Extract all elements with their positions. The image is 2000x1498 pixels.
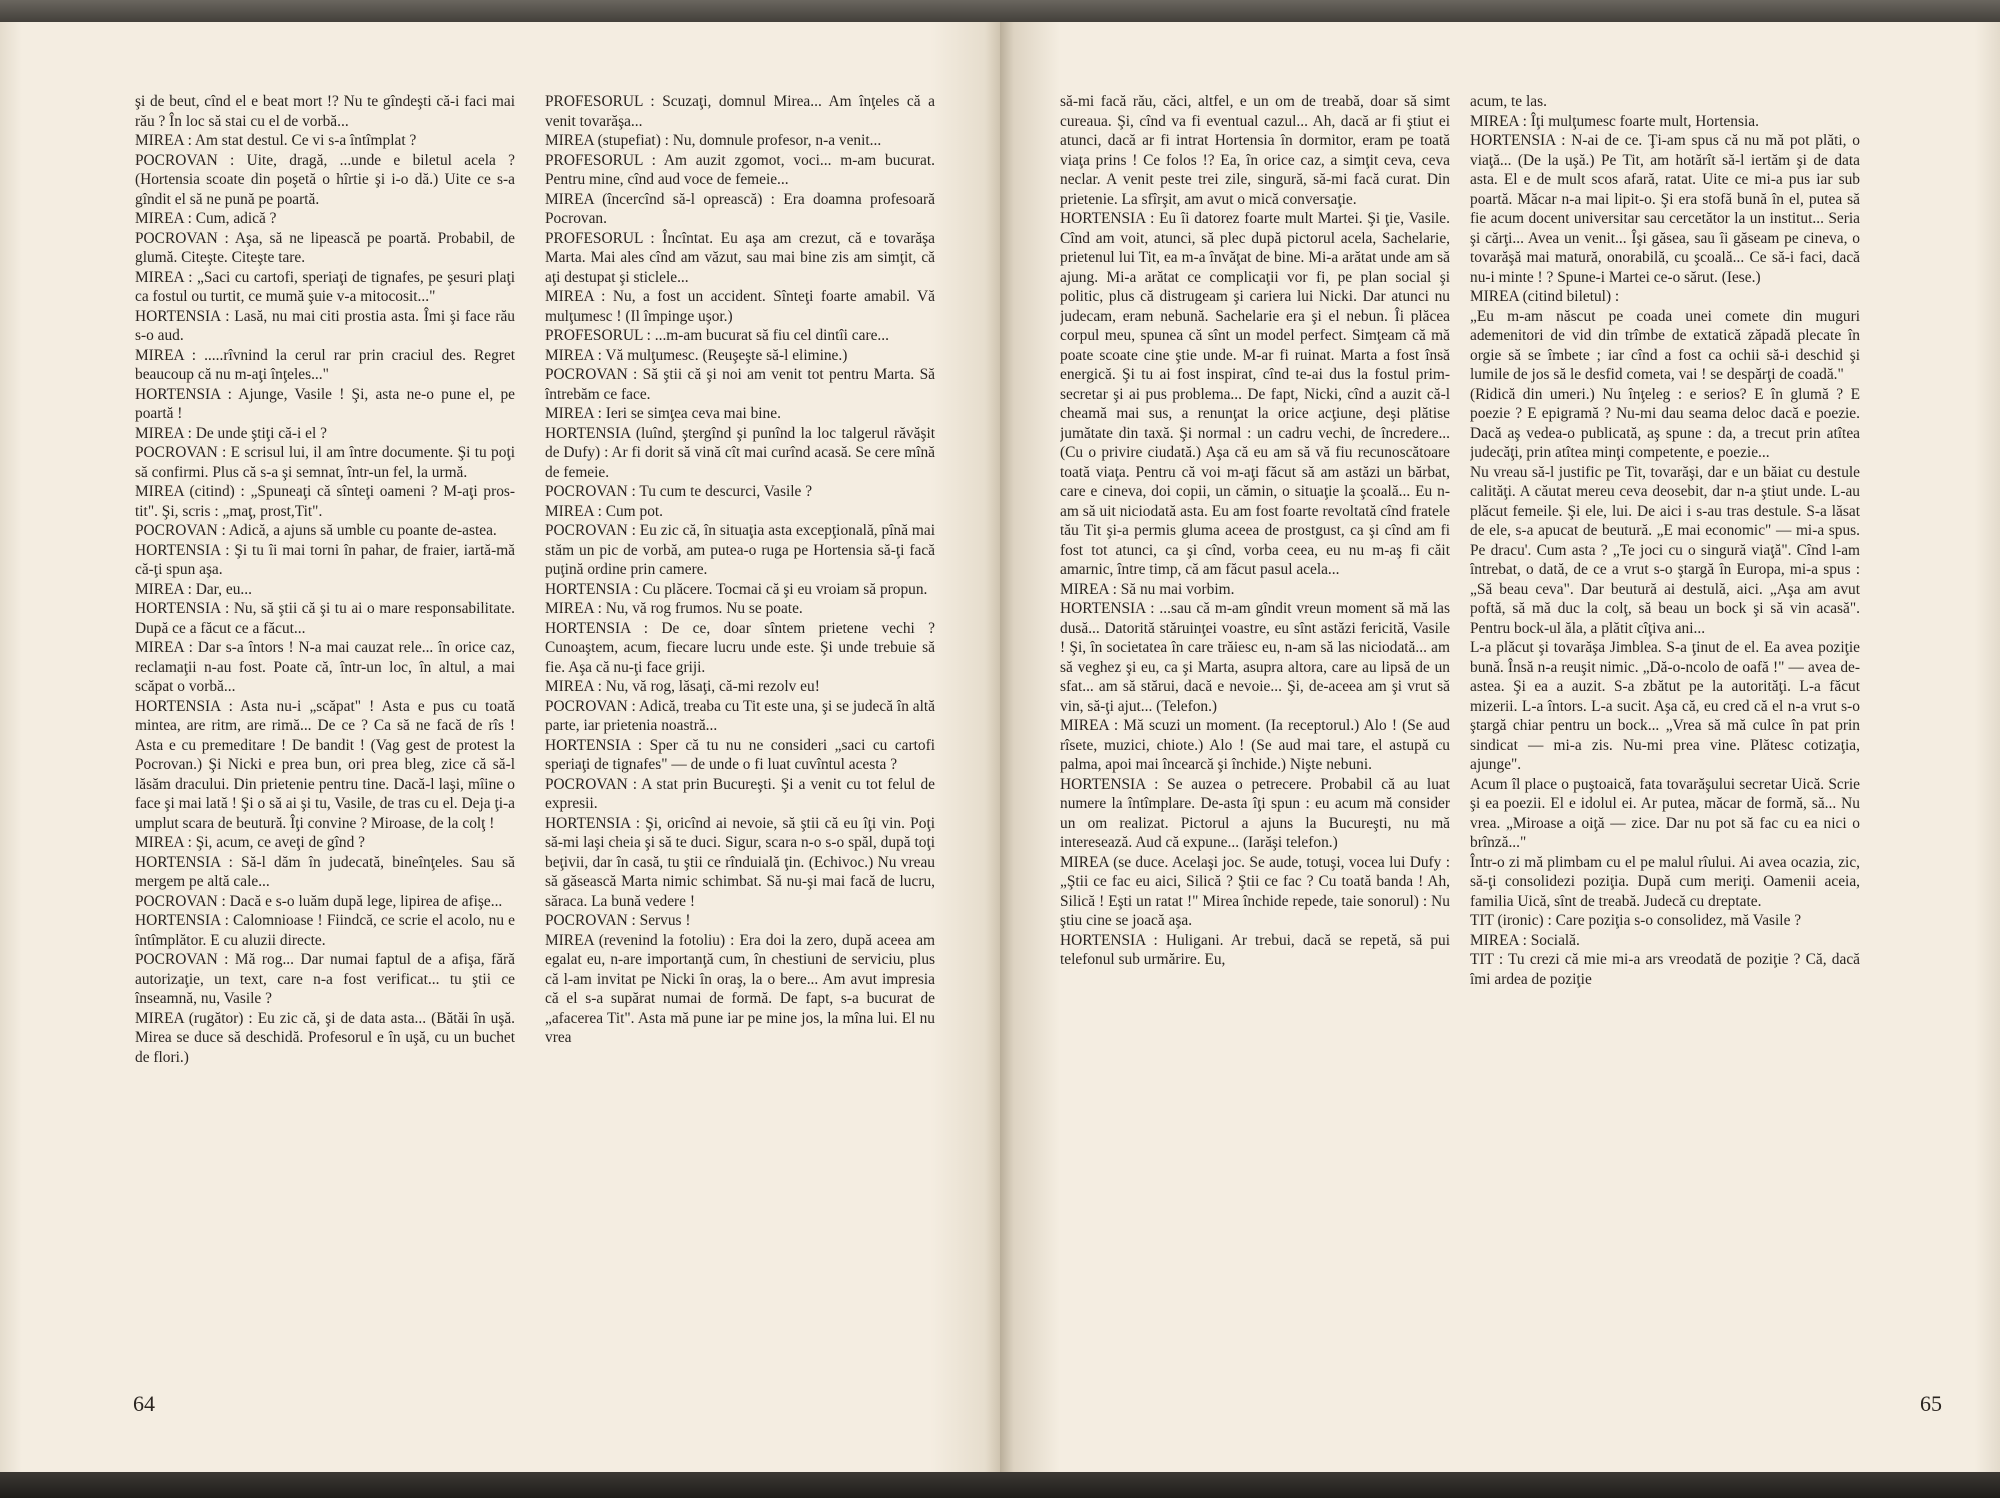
paragraph: PROFESORUL : Am auzit zgomot, voci... m-am bucurat. Pentru mine, cînd aud voce de femeie... <box>545 151 935 188</box>
paragraph: să-mi facă rău, căci, altfel, e un om de treabă, doar să simt cureaua. Şi, cînd va fi eventual cazul... Ah, dacă ar fi ştiut ei atunci, dacă ar fi intrat Hortensia în dormitor, eram pe toată viaţa prins ! Ce folos !? Ea, în orice caz, a simţit ceva, ceva neclar. A venit peste trei zile, singură, să-mi facă curat. Din prietenie. La sfîrşit, am avut o mică conversaţie. <box>1060 93 1450 208</box>
paragraph: (Ridică din umeri.) Nu înţeleg : e serios? E în glumă ? E poezie ? E epigramă ? Nu-mi dau seama deloc dacă e poezie. Dacă aş vedea-o publicată, aş spune : da, a trecut prin atîtea judecăţi, prin atîtea minţi competente, e poezie... <box>1470 385 1860 461</box>
paragraph: MIREA : Cum pot. <box>545 502 664 520</box>
paragraph: POCROVAN : E scrisul lui, il am între documente. Şi tu poţi să confirmi. Plus că s-a şi semnat, într-un fel, la urmă. <box>135 444 515 481</box>
left-page-column-2 <box>545 92 935 1372</box>
paragraph: MIREA : „Saci cu cartofi, speriaţi de tignafes, pe şesuri plaţi ca fostul ou turtit, ce mumă şuie v-a mitocosit..." <box>135 268 515 305</box>
paragraph: POCROVAN : Aşa, să ne lipească pe poartă. Probabil, de glumă. Citeşte. Citeşte tare. <box>135 229 515 266</box>
paragraph: HORTENSIA : De ce, doar sîntem prietene vechi ? Cunoaştem, acum, fiecare lucru unde este. Şi unde trebuie să fie. Aşa că nu-ţi face griji. <box>545 619 935 676</box>
paragraph: POCROVAN : Să ştii că şi noi am venit tot pentru Marta. Să întrebăm ce face. <box>545 366 935 403</box>
paragraph: L-a plăcut şi tovarăşa Jimblea. S-a ţinut de el. Ea avea poziţie bună. Însă n-a reuşit nimic. „Dă-o-ncolo de oafă !" — avea de-astea. Şi ea a auzit. S-a zbătut pe la autorităţi. L-a făcut mizerii. L-a întors. L-a sucit. Aşa că, eu cred că el n-a vrut s-o ştargă chiar pentru un bock... „Vrea să mă culce în pat prin sindicat — mi-a zis. Nu-mi prea vine. Plătesc cotizaţia, ajunge". <box>1470 639 1860 773</box>
paragraph: MIREA : Socială. <box>1470 931 1580 949</box>
paragraph: HORTENSIA : Se auzea o petrecere. Probabil că au luat numere la întîmplare. De-asta îţi spun : eu acum mă consider un om realizat. Pictorul a ajuns la Bucureşti, nu mă interesează. Aud că expune... (Iarăşi telefon.) <box>1060 775 1450 851</box>
paragraph: MIREA : Am stat destul. Ce vi s-a întîmplat ? <box>135 132 417 149</box>
paragraph: HORTENSIA : Şi, oricînd ai nevoie, să ştii că eu îţi vin. Poţi să-mi laşi cheia şi să te duci. Sigur, scara n-o s-o spăl, după toţi beţivii, dar în casă, tu ştii ce rînduială ţin. (Echivoc.) Nu vreau să găsească Marta nimic schimbat. Să nu-şi mai facă de lucru, săraca. La bună vedere ! <box>545 814 935 910</box>
paragraph: MIREA : Şi, acum, ce aveţi de gînd ? <box>135 834 365 851</box>
paragraph: HORTENSIA : Nu, să ştii că şi tu ai o mare responsabilitate. După ce a făcut ce a făcut... <box>135 600 515 637</box>
paragraph: MIREA (citind) : „Spuneaţi că sînteţi oameni ? M-aţi pros-tit". Şi, scris : „maţ, prost,Tit". <box>135 483 515 520</box>
scan-bottom-edge <box>0 1472 2000 1498</box>
paragraph: MIREA : Cum, adică ? <box>135 210 277 227</box>
paragraph: MIREA : Să nu mai vorbim. <box>1060 580 1235 598</box>
paragraph: POCROVAN : Mă rog... Dar numai faptul de a afişa, fără autorizaţie, un text, care n-a fost verificat... tu ştii ce înseamnă, nu, Vasile ? <box>135 951 515 1007</box>
right-page-column-2 <box>1470 92 1860 1372</box>
paragraph: HORTENSIA : Ajunge, Vasile ! Şi, asta ne-o pune el, pe poartă ! <box>135 385 515 422</box>
paragraph: POCROVAN : Servus ! <box>545 912 691 929</box>
paragraph: PROFESORUL : ...m-am bucurat să fiu cel dintîi care... <box>545 327 889 344</box>
paragraph: şi de beut, cînd el e beat mort !? Nu te gîndeşti că-i faci mai rău ? În loc să stai cu el de vorbă... <box>135 93 515 130</box>
paragraph: POCROVAN : Eu zic că, în situaţia asta excepţională, pînă mai stăm un pic de vorbă, am putea-o ruga pe Hortensia să-ţi facă puţină ordine prin camere. <box>545 522 935 578</box>
poem: „Eu m-am născut pe coada unei comete din muguri ademenitori de vid din trîmbe de extatică zăpadă plecate în orgie să se îmbete ; iar cînd a fost ca ochii să-i deschid şi lumile de jos să le desfid cometa, vai ! se despărţi de coadă." <box>1470 307 1860 383</box>
left-page-column-1 <box>135 92 515 1372</box>
paragraph: POCROVAN : Adică, a ajuns să umble cu poante de-astea. <box>135 522 497 539</box>
paragraph: TIT : Tu crezi că mie mi-a ars vreodată de poziţie ? Că, dacă îmi ardea de poziţie <box>1470 951 1860 988</box>
page-number-right: 65 <box>1920 1391 1942 1416</box>
paragraph: HORTENSIA : Lasă, nu mai citi prostia asta. Îmi şi face rău s-o aud. <box>135 307 515 344</box>
paragraph: MIREA (stupefiat) : Nu, domnule profesor, n-a venit... <box>545 132 882 149</box>
paragraph: HORTENSIA : Sper că tu nu ne consideri „saci cu cartofi speriaţi de tignafes" — de unde o fi luat cuvîntul acesta ? <box>545 736 935 773</box>
paragraph: MIREA : Dar, eu... <box>135 580 252 598</box>
paragraph: PROFESORUL : Scuzaţi, domnul Mirea... Am înţeles că a venit tovarăşa... <box>545 93 935 130</box>
paragraph: MIREA : Mă scuzi un moment. (Ia receptorul.) Alo ! (Se aud rîsete, muzici, chiote.) Alo ! (Se aud mai tare, el astupă cu palma, apoi mai încearcă şi închide.) Nişte nebuni. <box>1060 717 1450 773</box>
paragraph: MIREA : De unde ştiţi că-i el ? <box>135 424 327 442</box>
paragraph: POCROVAN : Uite, dragă, ...unde e biletul acela ? (Hortensia scoate din poşetă o hîrtie şi i-o dă.) Uite ce s-a gîndit el să ne pună pe poartă. <box>135 151 515 208</box>
paragraph: HORTENSIA : Asta nu-i „scăpat" ! Asta e pus cu toată mintea, are ritm, are rimă... De ce ? Ca să ne facă de rîs ! Asta e cu premeditare ! De bandit ! (Vag gest de protest la Pocrovan.) Şi Nicki e prea bun, ori prea bleg, zice că să-l lăsăm dracului. Din prietenie pentru tine. Dacă-l laşi, mîine o face şi mai lată ! Şi o să ai şi tu, Vasile, de tras cu el. Deja ţi-a umplut scara de beutură. Îţi convine ? Miroase, de la colţ ! <box>135 697 515 832</box>
paragraph: MIREA : .....rîvnind la cerul rar prin craciul des. Regret beaucoup că nu m-aţi înţeles..." <box>135 346 515 383</box>
paragraph: MIREA : Nu, vă rog frumos. Nu se poate. <box>545 600 803 617</box>
paragraph: acum, te las. <box>1470 93 1547 110</box>
paragraph: HORTENSIA : Calomnioase ! Fiindcă, ce scrie el acolo, nu e întîmplător. E cu aluzii directe. <box>135 912 515 949</box>
right-page-column-1 <box>1060 92 1450 1372</box>
paragraph: Nu vreau să-l justific pe Tit, tovarăşi, dar e un băiat cu destule calităţi. A căutat mereu ceva deosebit, dar n-a ştiut unde. L-au plăcut femeile. Şi ele, lui. De aici i s-au tras destule. S-a lăsat de ele, s-a apucat de beutură. „E mai economic" — mi-a spus. Pe dracu'. Cum asta ? „Te joci cu o singură viaţă". Cînd l-am întrebat, o dată, de ce a vrut s-o ştargă în Europa, mi-a spus : „Să beau ceva". Dar beutură ai destulă, aici. „Aşa am avut poftă, să mă duc la colţ, să beau un bock şi să vin acasă". Pentru bock-ul ăla, a plătit cîţiva ani... <box>1470 463 1860 637</box>
paragraph: Într-o zi mă plimbam cu el pe malul rîului. Ai avea ocazia, zic, să-ţi consolidezi poziţia. După cum meriţi. Oamenii aceia, familia Uică, sînt de treabă. Judecă cu dreptate. <box>1470 853 1860 910</box>
paragraph: PROFESORUL : Încîntat. Eu aşa am crezut, că e tovarăşa Marta. Mai ales cînd am văzut, sau mai bine zis am simţit, că aţi destupat şi sticlele... <box>545 229 935 286</box>
paragraph: MIREA (revenind la fotoliu) : Era doi la zero, după aceea am egalat eu, n-are importanţă cum, în chestiuni de serviciu, plus că l-am invitat pe Nicki în oraş, la o bere... Am avut impresia că el s-a supărat numai de formă. De fapt, s-a bucurat de „afacerea Tit". Asta mă pune iar pe mine jos, la mîna lui. El nu vrea <box>545 931 935 1046</box>
paragraph: POCROVAN : A stat prin Bucureşti. Şi a venit cu tot felul de expresii. <box>545 775 935 812</box>
paragraph: HORTENSIA : ...sau că m-am gîndit vreun moment să mă las dusă... Datorită stăruinţei voastre, eu sînt astăzi fericită, Vasile ! Şi, în societatea în care trăiesc eu, n-am să las niciodată... am să veghez şi eu, ca şi Marta, asupra altora, care au lipsă de un sfat... am să stărui, dacă e nevoie... Şi, de-aceea am şi vrut să vin, să-ţi ajut... (Telefon.) <box>1060 600 1450 715</box>
paragraph: POCROVAN : Adică, treaba cu Tit este una, şi se judecă în altă parte, iar prietenia noastră... <box>545 697 935 734</box>
page-number-left: 64 <box>133 1391 155 1416</box>
right-page <box>1000 22 2000 1472</box>
paragraph: HORTENSIA : Şi tu îi mai torni în pahar, de fraier, iartă-mă că-ţi spun aşa. <box>135 541 515 578</box>
left-page <box>0 22 1000 1472</box>
paragraph: MIREA (rugător) : Eu zic că, şi de data asta... (Bătăi în uşă. Mirea se duce să deschidă. Profesorul e în uşă, cu un buchet de flori.) <box>135 1009 515 1066</box>
paragraph: MIREA (se duce. Acelaşi joc. Se aude, totuşi, vocea lui Dufy : „Ştii ce fac eu aici, Silică ? Ştii ce fac ? Cu toată banda ! Ah, Silică ! Eşti un ratat !" Mirea închide repede, taie sonorul) : Nu ştiu cine se joacă aşa. <box>1060 853 1450 929</box>
paragraph: POCROVAN : Tu cum te descurci, Vasile ? <box>545 483 813 500</box>
paragraph: MIREA : Dar s-a întors ! N-a mai cauzat rele... în orice caz, reclamaţii n-au fost. Poate că, într-un loc, în altul, a mai scăpat o vorbă... <box>135 639 515 695</box>
paragraph: HORTENSIA : Să-l dăm în judecată, bineînţeles. Sau să mergem pe altă cale... <box>135 853 515 890</box>
paragraph: HORTENSIA (luînd, ştergînd şi punînd la loc talgerul răvăşit de Dufy) : Ar fi dorit să vină cît mai curînd acasă. Se cere mînă de femeie. <box>545 424 935 481</box>
paragraph: Acum îl place o puştoaică, fata tovarăşului secretar Uică. Scrie şi ea poezii. El e idolul ei. Ar putea, măcar de formă, să... Nu vrea. „Miroase a oiţă — zice. Dar nu pot să fac cu ea nici o brînză..." <box>1470 775 1860 851</box>
paragraph: HORTENSIA : Eu îi datorez foarte mult Martei. Şi ţie, Vasile. Cînd am voit, atunci, să plec după pictorul acela, Sachelarie, prietenul lui Tit, ea m-a învăţat de bine. Mi-a arătat unde am să ajung. Mi-a arătat ce complicaţii vor fi, pe plan social şi politic, plus că distrugeam şi cariera lui Nicki. Dar atunci nu judecam, eram nebună. Sachelarie era şi el nebun. Îi plăcea corpul meu, spunea că sînt un model perfect. Simţeam că mă poate scoate cine ştie unde. M-ar fi ruinat. Marta a fost însă energică. Şi tu ai fost inspirat, cînd te-ai dus la fostul prim-secretar şi ai pus problema... De fapt, Nicki, cînd a auzit că-l cheamă mai sus, a renunţat la orice acţiune, deşi plătise jumătate din taxă. Şi normal : un cadru vechi, de încredere... (Cu o privire ciudată.) Aşa că eu am să vă fiu recunoscătoare toată viaţa. Pentru că voi m-aţi făcut să am astăzi un bărbat, care e cineva, doi copii, un cămin, o situaţie la şcoală... Eu n-am să uit niciodată asta. Eu am fost foarte revoltată cînd fratele tău Tit şi-a permis gluma aceea de prostgust, ca şi cînd am fi fost tot atunci, ca şi cînd, vorba ceea, eu nu m-aş fi căit amarnic, între timp, că am făcut pasul acela... <box>1060 210 1450 578</box>
paragraph: TIT (ironic) : Care poziţia s-o consolidez, mă Vasile ? <box>1470 912 1802 929</box>
paragraph: MIREA (încercînd să-l oprească) : Era doamna profesoară Pocrovan. <box>545 190 935 227</box>
paragraph: HORTENSIA : Cu plăcere. Tocmai că şi eu vroiam să propun. <box>545 580 928 598</box>
paragraph: HORTENSIA : N-ai de ce. Ţi-am spus că nu mă pot plăti, o viaţă... (De la uşă.) Pe Tit, am hotărît să-l iertăm şi de data asta. El e de mult scos afară, ratat. Uite ce mi-a pus iar sub poartă. Măcar n-a mai lipit-o. Şi era stofă bună în el, putea să fie acum docent universitar sau cercetător la un institut... Seria şi cărţi... Avea un venit... Îşi găsea, sau îi găseam pe cineva, o tovarăşă mai matură, onorabilă, cu şcoală... Ce să-i faci, dacă nu-i minte ! ? Spune-i Martei ce-o sărut. (Iese.) <box>1470 132 1860 286</box>
paragraph: MIREA : Vă mulţumesc. (Reuşeşte să-l elimine.) <box>545 346 848 364</box>
paragraph: MIREA : Nu, a fost un accident. Sînteţi foarte amabil. Vă mulţumesc ! (Il împinge uşor.) <box>545 288 935 325</box>
paragraph: MIREA : Îţi mulţumesc foarte mult, Hortensia. <box>1470 112 1759 130</box>
paragraph: MIREA : Nu, vă rog, lăsaţi, că-mi rezolv eu! <box>545 678 820 695</box>
paragraph: POCROVAN : Dacă e s-o luăm după lege, lipirea de afişe... <box>135 892 503 910</box>
paragraph: MIREA (citind biletul) : <box>1470 288 1620 305</box>
paragraph: MIREA : Ieri se simţea ceva mai bine. <box>545 405 781 422</box>
paragraph: HORTENSIA : Huligani. Ar trebui, dacă se repetă, să pui telefonul sub urmărire. Eu, <box>1060 931 1450 968</box>
